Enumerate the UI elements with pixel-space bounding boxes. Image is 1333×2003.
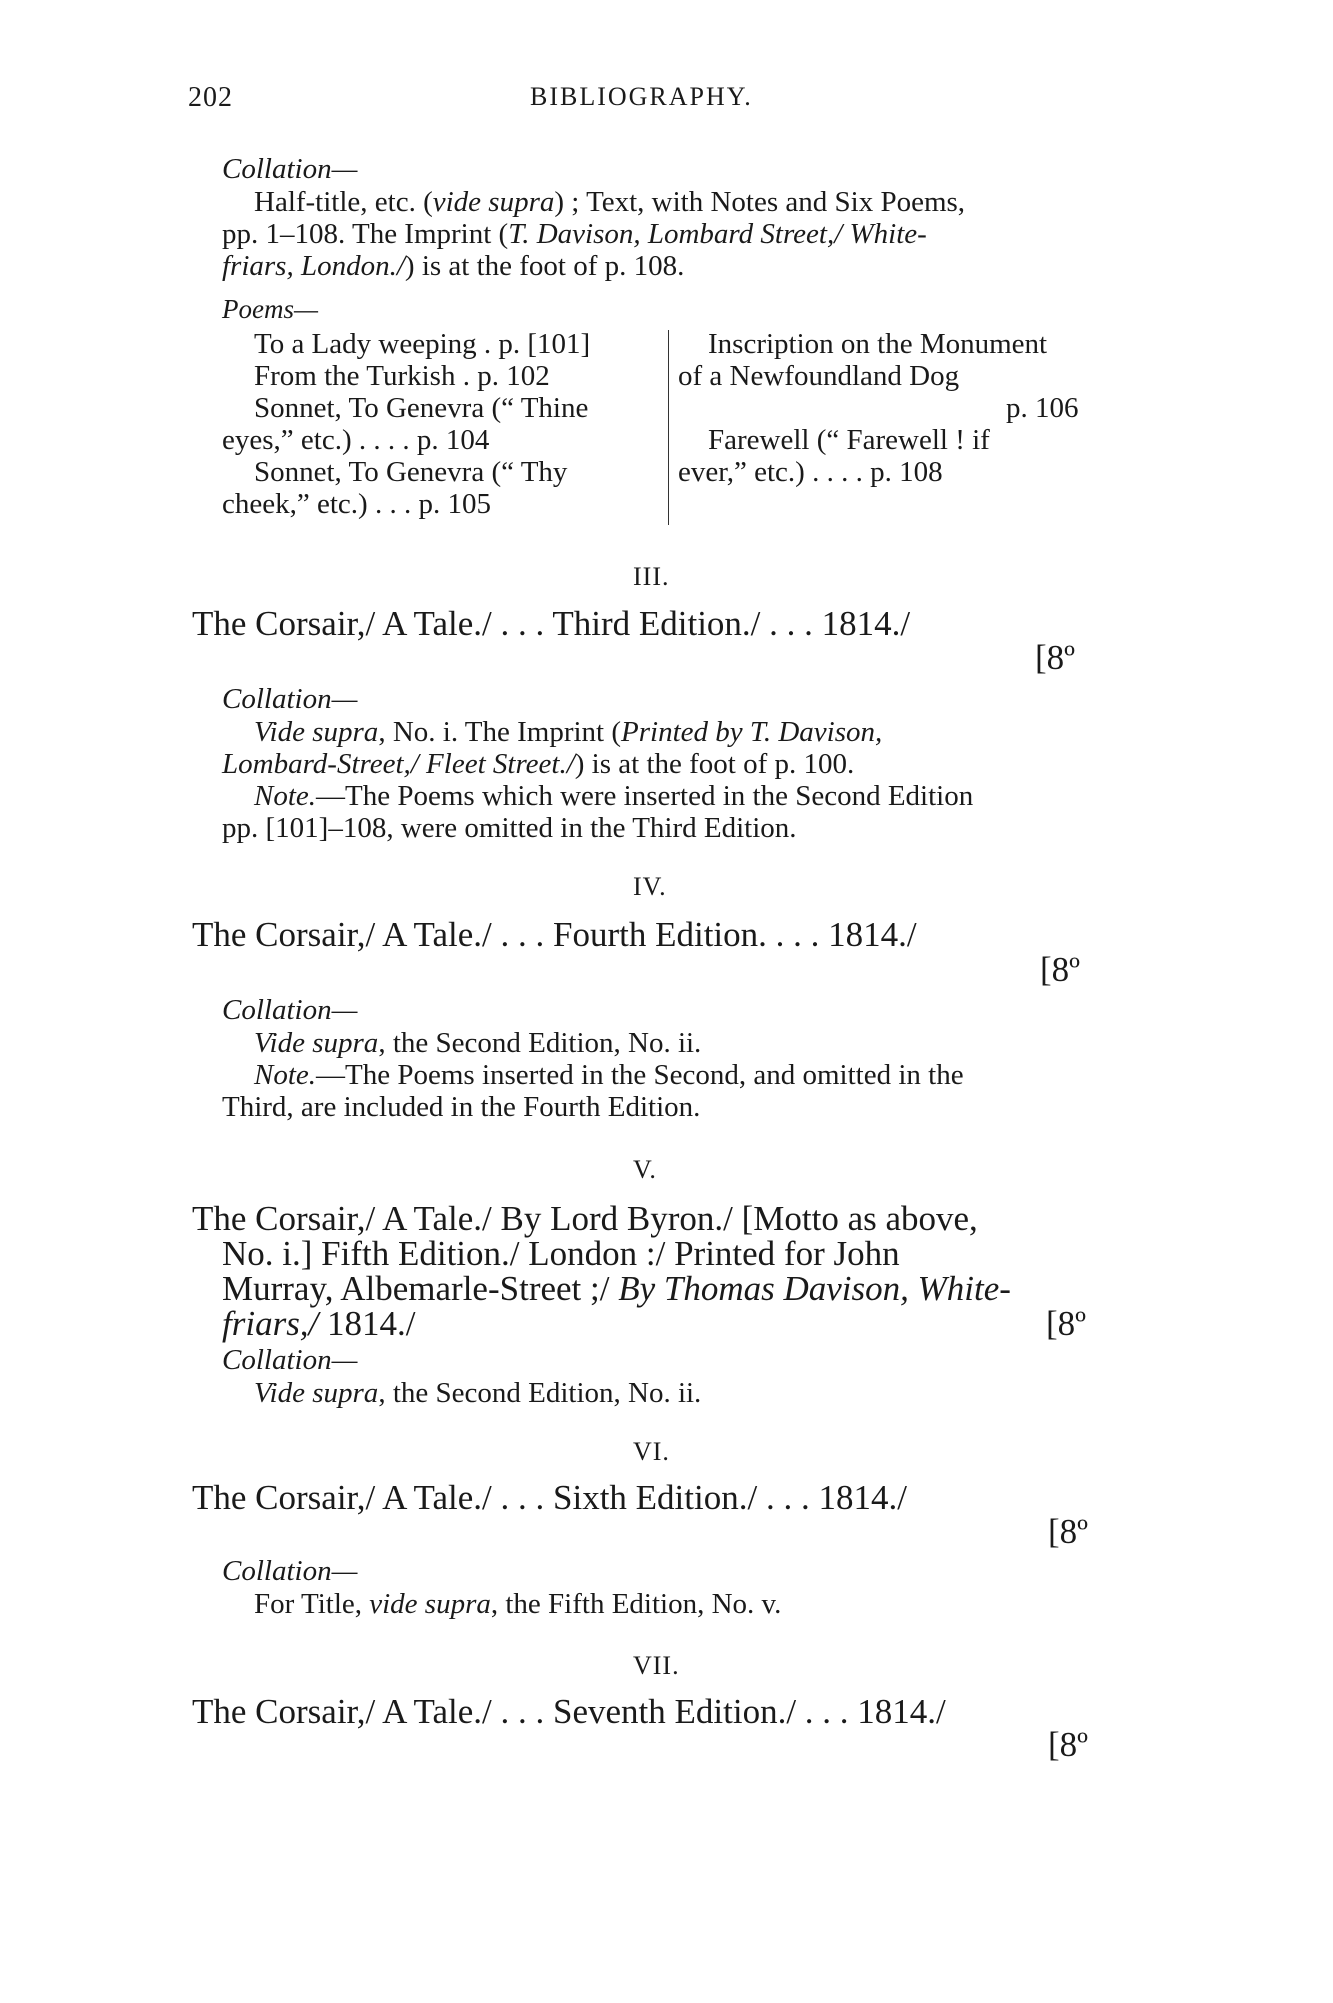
poem-entry: eyes,” etc.) . . . . p. 104 [222,424,490,456]
note-label: Note. [254,780,317,812]
text: By Thomas Davison, White- [618,1269,1011,1308]
collation-line [222,748,854,780]
poem-entry: Sonnet, To Genevra (“ Thine [254,392,589,424]
text: Half-title, etc. ( [254,186,433,218]
text: friars, London./ [222,250,405,282]
section-numeral: VI. [633,1437,670,1466]
poem-entry: From the Turkish . p. 102 [254,360,550,392]
text: Printed by T. Davison, [621,716,883,748]
running-title: BIBLIOGRAPHY. [530,82,753,111]
edition-title: The Corsair,/ A Tale./ . . . Third Edition./ . . . 1814./ [192,604,911,643]
text: , the Second Edition, No. ii. [378,1377,702,1409]
text: vide supra [432,186,555,218]
text: friars,/ [222,1304,319,1343]
collation-line [254,1027,701,1059]
collation-heading: Collation— [222,1555,358,1587]
poem-entry: Farewell (“ Farewell ! if [708,424,990,456]
poem-entry: ever,” etc.) . . . . p. 108 [678,456,943,488]
format-mark: [8º [1040,950,1081,989]
collation-line [254,716,882,748]
text: For Title, [254,1588,370,1620]
edition-title: The Corsair,/ A Tale./ . . . Fourth Edition. . . . 1814./ [192,915,917,954]
section-numeral: III. [633,562,670,591]
text: vide supra [369,1588,491,1620]
edition-title-line [222,1271,1011,1307]
note-line [254,1059,964,1091]
collation-line [254,1588,781,1620]
section-numeral: IV. [633,872,667,901]
format-mark: [8º [1046,1304,1087,1343]
collation-heading: Collation— [222,683,358,715]
text: , the Second Edition, No. ii. [378,1027,702,1059]
page-number: 202 [188,82,233,113]
format-mark: [8º [1035,638,1076,677]
text: ) ; Text, with Notes and Six Poems, [554,186,966,218]
format-mark: [8º [1048,1725,1089,1764]
text: Vide supra [254,1027,379,1059]
format-mark: [8º [1048,1512,1089,1551]
poem-entry: cheek,” etc.) . . . p. 105 [222,488,491,520]
poems-heading: Poems— [222,294,318,324]
poem-entry: of a Newfoundland Dog [678,360,960,392]
note-label: Note. [254,1059,317,1091]
edition-title: The Corsair,/ A Tale./ . . . Sixth Edition./ . . . 1814./ [192,1478,907,1517]
text: pp. 1–108. The Imprint ( [222,218,509,250]
text: ) is at the foot of p. 100. [574,748,855,780]
collation-heading: Collation— [222,1344,358,1376]
text: —The Poems inserted in the Second, and omitted in the [316,1059,964,1091]
edition-title-line: No. i.] Fifth Edition./ London :/ Printed for John [222,1234,900,1273]
poem-entry: To a Lady weeping . p. [101] [254,328,591,360]
collation-heading: Collation— [222,153,358,185]
collation-line [254,186,965,218]
text: 1814./ [318,1304,416,1343]
poem-entry: Sonnet, To Genevra (“ Thy [254,456,568,488]
section-numeral: VII. [633,1651,680,1680]
note-line: Third, are included in the Fourth Edition. [222,1091,701,1123]
poem-entry: p. 106 [1006,392,1079,424]
text: ) is at the foot of p. 108. [404,250,685,282]
note-line: pp. [101]–108, were omitted in the Third Edition. [222,812,797,844]
collation-heading: Collation— [222,994,358,1026]
text: Vide supra [254,1377,379,1409]
text: T. Davison, Lombard Street,/ White- [508,218,927,250]
poem-entry: Inscription on the Monument [708,328,1048,360]
text: Lombard-Street,/ Fleet Street./ [222,748,575,780]
text: Murray, Albemarle-Street ;/ [222,1269,619,1308]
text: —The Poems which were inserted in the Second Edition [316,780,974,812]
column-divider [668,330,669,525]
text: , No. i. The Imprint ( [378,716,622,748]
section-numeral: V. [633,1155,657,1184]
edition-title: The Corsair,/ A Tale./ . . . Seventh Edition./ . . . 1814./ [192,1692,946,1731]
edition-title-line [222,1306,416,1342]
note-line [254,780,973,812]
collation-line [222,218,927,250]
collation-line [222,250,684,282]
edition-title-line: The Corsair,/ A Tale./ By Lord Byron./ [Motto as above, [192,1199,978,1238]
text: Vide supra [254,716,379,748]
collation-line [254,1377,701,1409]
text: , the Fifth Edition, No. v. [490,1588,782,1620]
